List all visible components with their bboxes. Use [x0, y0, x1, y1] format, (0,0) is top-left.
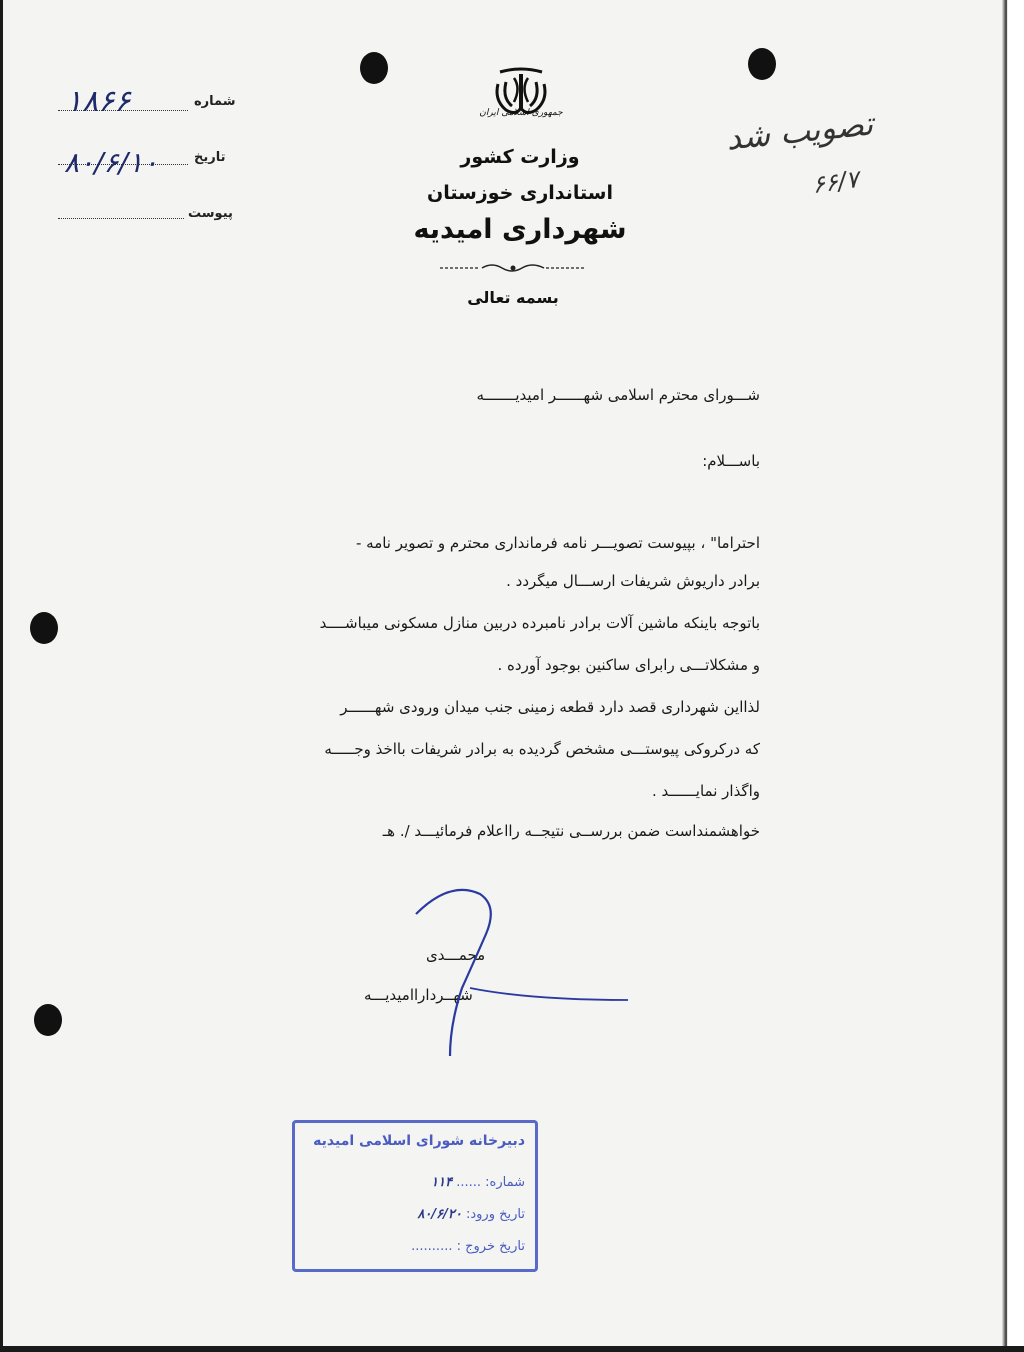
greeting-line: باســـلام:: [702, 452, 760, 470]
scan-edge-left: [0, 0, 3, 1352]
punch-hole: [30, 612, 58, 644]
number-value: ۱۸۶۶: [66, 84, 131, 119]
stamp-exit-row: [411, 1239, 525, 1254]
stamp-title: دبیرخانه شورای اسلامی امیدیه: [313, 1133, 525, 1149]
stamp-number-row: [431, 1175, 525, 1190]
letter-line: و مشکلاتـــی رابرای ساکنین بوجود آورده .: [497, 656, 760, 674]
stamp-entry-row: [417, 1207, 525, 1222]
approval-annotation-number: ۶۶/۷: [810, 164, 861, 200]
stamp-entry-value: ۸۰/۶/۲۰: [417, 1207, 462, 1222]
ministry-heading: وزارت کشور: [460, 146, 580, 168]
stamp-number-dots: ......: [456, 1175, 482, 1190]
recipient-line: شـــورای محترم اسلامی شهــــــر امیدیـــــــه: [476, 386, 760, 404]
attachment-label: پیوست: [188, 206, 233, 221]
letter-line: واگذار نمایــــــد .: [652, 782, 760, 800]
stamp-exit-label: تاریخ خروج :: [456, 1239, 525, 1254]
date-value: ۸۰/۶/۱۰: [64, 146, 159, 179]
letter-line: لذااین شهرداری قصد دارد قطعه زمینی جنب میدان ورودی شهــــــر: [340, 698, 760, 716]
letter-line: احتراما" ، بپیوست تصویـــر نامه فرمانداری محترم و تصویر نامه -: [355, 534, 760, 552]
handwritten-signature: [410, 884, 650, 1064]
ornament-divider: [440, 262, 586, 274]
invocation: بسمه تعالی: [467, 288, 559, 307]
approval-annotation: تصویب شد: [724, 104, 875, 158]
punch-hole: [360, 52, 388, 84]
letter-line: که درکروکی پیوستـــی مشخص گردیده به برادر شریفات بااخذ وجـــــه: [324, 740, 760, 758]
signatory-name: محمـــدی: [426, 946, 486, 964]
letter-line: خواهشمنداست ضمن بررســی نتیجــه رااعلام فرمائیـــد /. هـ: [382, 822, 760, 840]
letter-line: باتوجه باینکه ماشین آلات برادر نامبرده دربین منازل مسکونی میباشــــد: [319, 614, 760, 632]
punch-hole: [34, 1004, 62, 1036]
date-label: تاریخ: [194, 150, 226, 165]
stamp-exit-value: ..........: [411, 1239, 453, 1254]
letter-line: برادر داریوش شریفات ارســـال میگردد .: [506, 572, 760, 590]
signatory-title: شهــرداراامیدیـــه: [364, 986, 473, 1004]
stamp-entry-label: تاریخ ورود:: [465, 1207, 525, 1222]
municipality-heading: شهرداری امیدیه: [413, 214, 627, 245]
council-secretariat-stamp: [292, 1120, 538, 1272]
scan-edge-bottom: [0, 1346, 1024, 1352]
stamp-number-value: ۱۱۴: [431, 1175, 453, 1190]
attachment-dots: [58, 218, 184, 219]
punch-hole: [748, 48, 776, 80]
scan-edge-right: [1002, 0, 1024, 1352]
emblem-caption: جمهوری اسلامی ایران: [479, 108, 563, 118]
number-label: شماره: [194, 94, 236, 109]
stamp-number-label: شماره:: [485, 1175, 525, 1190]
governorate-heading: استانداری خوزستان: [426, 182, 613, 204]
